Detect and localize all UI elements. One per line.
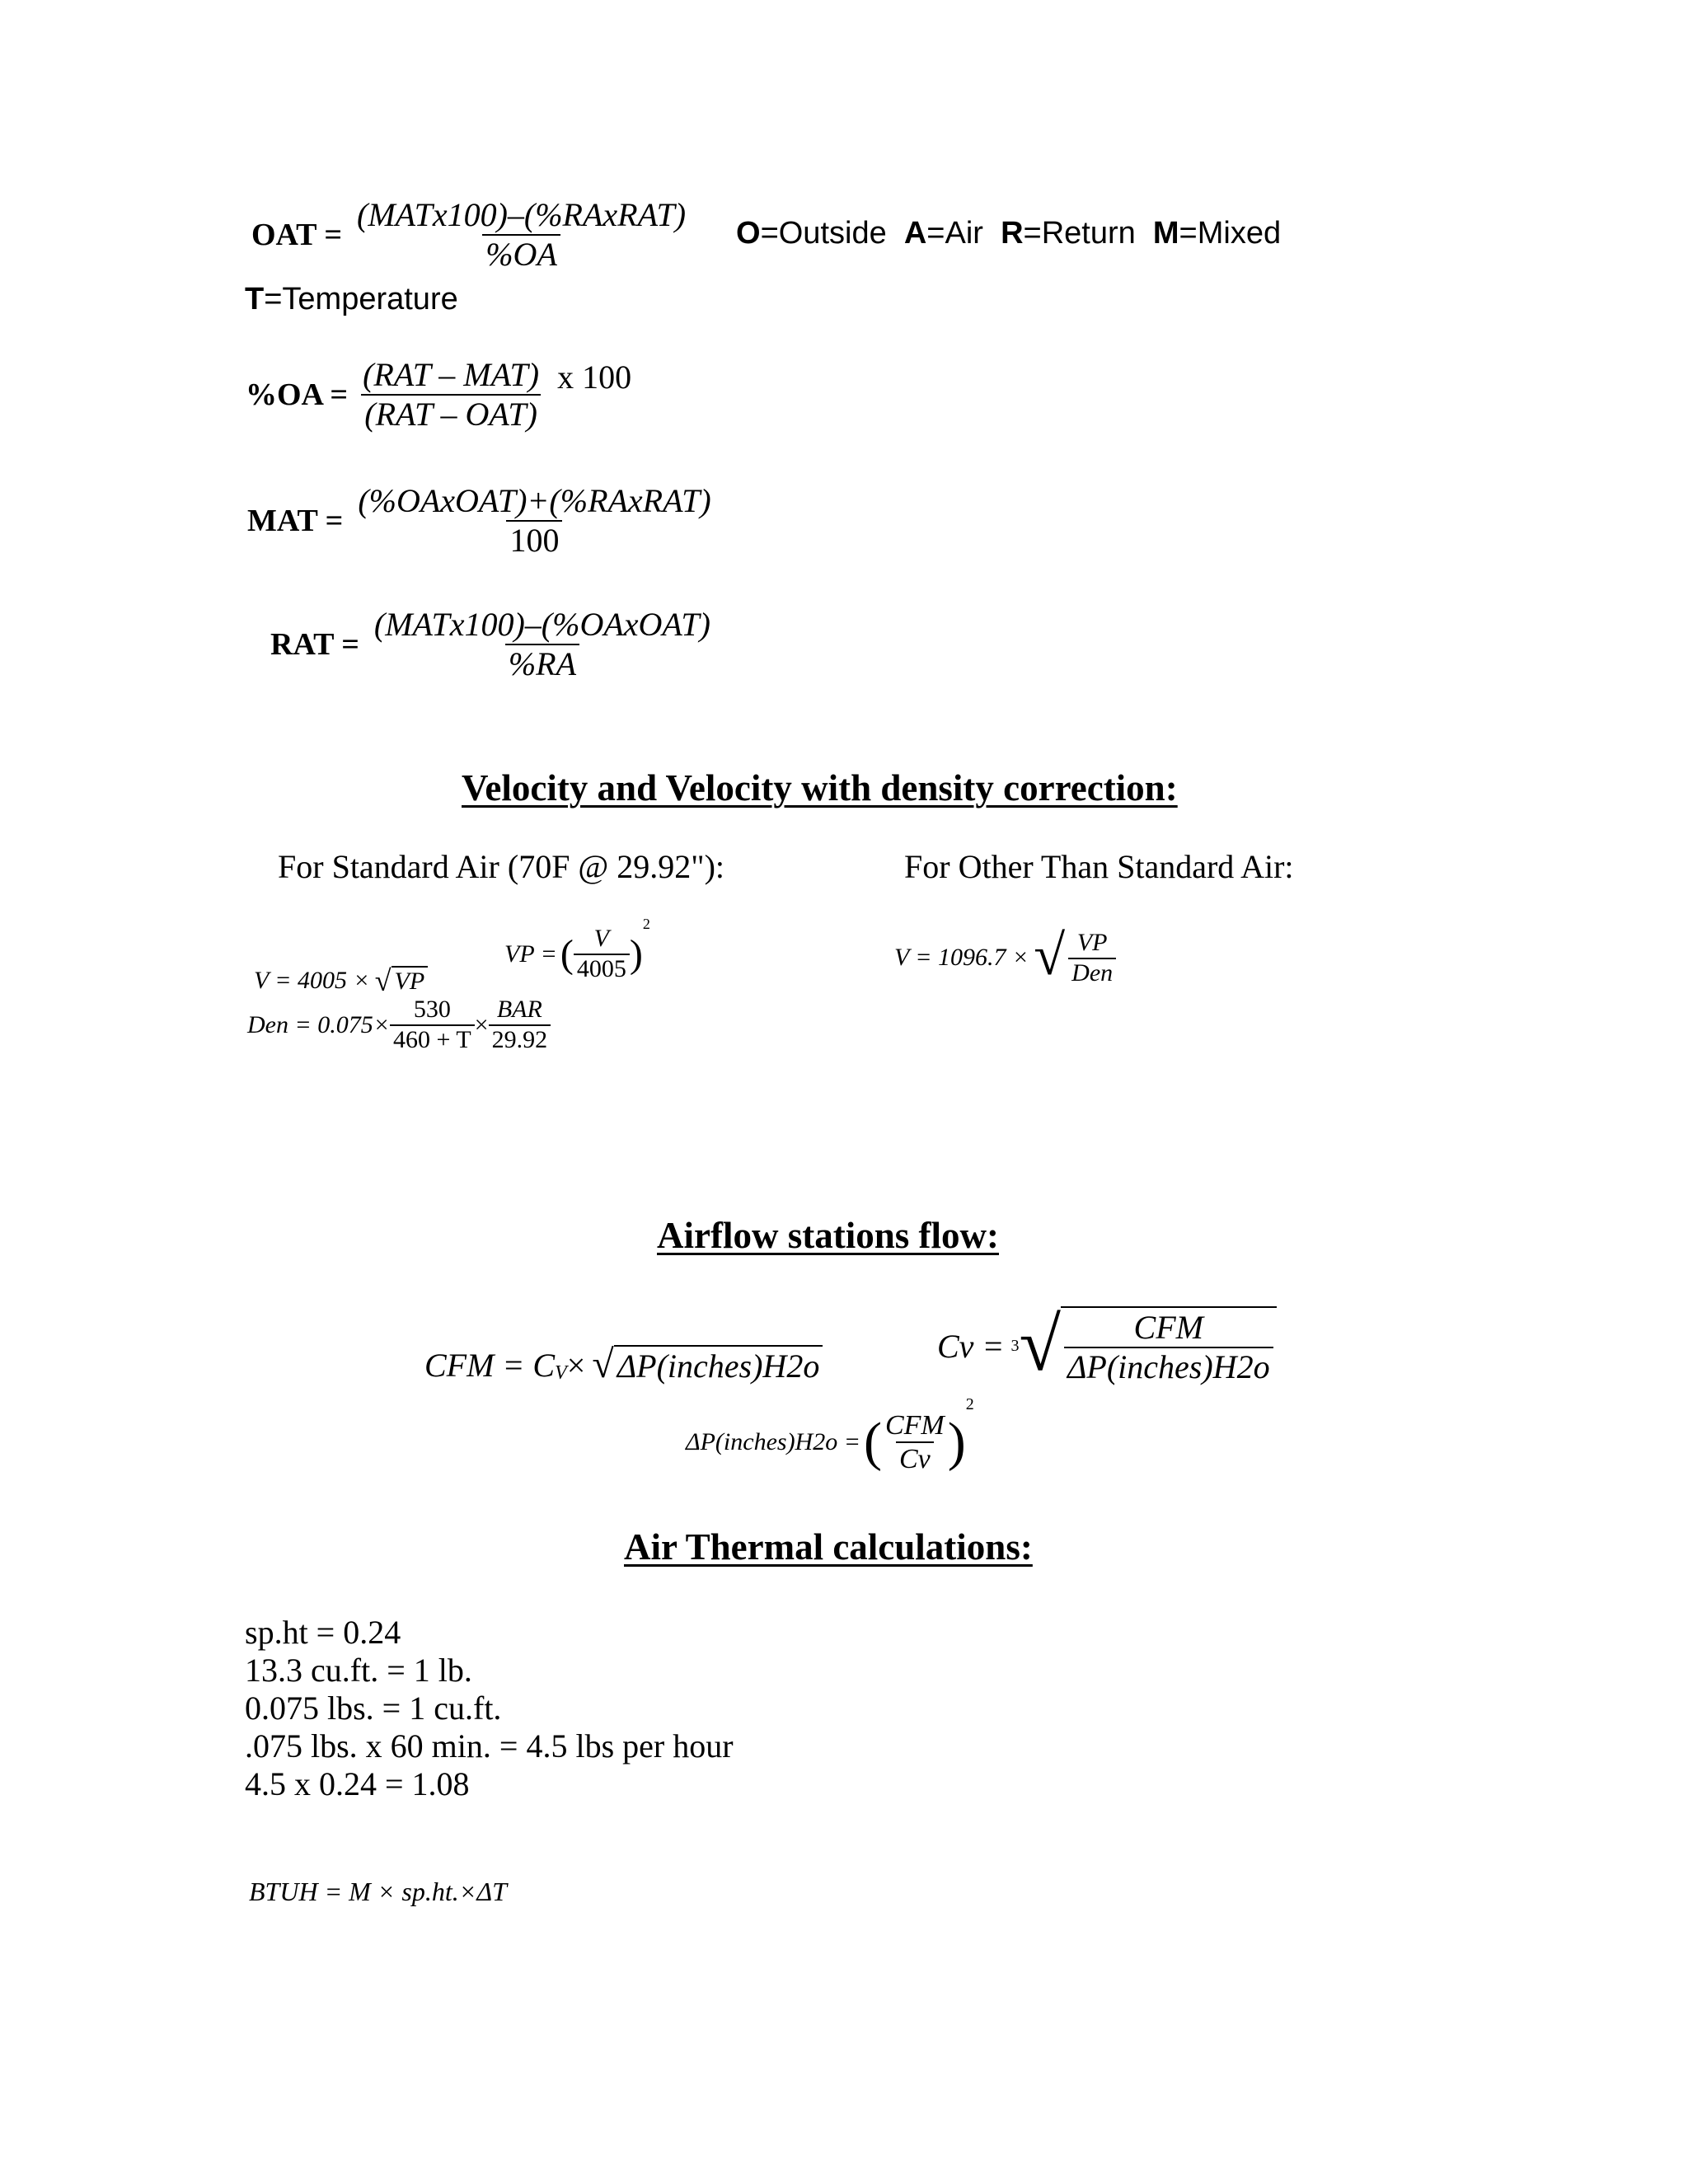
- vp-lhs: VP =: [504, 940, 557, 968]
- v-other-radicand: [1065, 927, 1119, 987]
- pct-oa-denominator: (RAT – OAT): [361, 394, 541, 434]
- v-standard-sqrt: [375, 966, 428, 996]
- cv-denominator: ΔP(inches)H2o: [1064, 1347, 1273, 1386]
- cv-lhs: Cv =: [937, 1328, 1005, 1365]
- oat-fraction: [354, 196, 689, 274]
- mat-fraction: [354, 482, 714, 560]
- cv-fraction: [1064, 1309, 1273, 1386]
- legend-o-text: =Outside: [760, 216, 887, 251]
- vp-open-paren: (: [560, 931, 574, 976]
- pct-oa-multiplier: x 100: [557, 358, 632, 396]
- cv-radicand: [1061, 1306, 1277, 1386]
- cfm-subscript: V: [555, 1362, 567, 1384]
- legend-t-text: =Temperature: [264, 282, 458, 316]
- v-other-sqrt: [1034, 924, 1119, 987]
- pct-oa-formula: [246, 356, 631, 434]
- density-formula: [247, 996, 551, 1054]
- vp-fraction: [574, 925, 630, 983]
- standard-air-label: For Standard Air (70F @ 29.92"):: [278, 848, 725, 885]
- cube-root-symbol: √: [1019, 1302, 1061, 1386]
- cfm-times: ×: [566, 1347, 586, 1384]
- cv-numerator: CFM: [1133, 1309, 1203, 1346]
- mat-label: MAT =: [247, 504, 344, 538]
- cv-root-index: 3: [1010, 1337, 1020, 1355]
- density-times: ×: [474, 1010, 489, 1038]
- vp-numerator: V: [593, 925, 609, 952]
- mat-numerator: (%OAxOAT)+(%RAxRAT): [358, 482, 711, 519]
- dp-fraction: [882, 1409, 948, 1475]
- dp-lhs: ΔP(inches)H2o =: [686, 1428, 860, 1456]
- sqrt-symbol: √: [374, 964, 392, 997]
- cv-formula: [937, 1302, 1277, 1386]
- mat-denominator: 100: [506, 520, 562, 560]
- rat-fraction: [371, 606, 714, 683]
- velocity-heading: Velocity and Velocity with density correction:: [462, 767, 1178, 808]
- density-num-1: 530: [413, 996, 451, 1023]
- cv-root: [1019, 1302, 1276, 1386]
- legend-t-letter: T: [245, 282, 265, 316]
- v-other-formula: [894, 924, 1119, 987]
- legend-o-letter: O: [736, 216, 761, 251]
- v-standard-lhs: V = 4005 ×: [254, 967, 370, 994]
- thermal-line: 4.5 x 0.24 = 1.08: [245, 1765, 470, 1802]
- vp-exponent: 2: [642, 916, 650, 932]
- v-other-denominator: Den: [1068, 958, 1116, 988]
- cfm-radicand: ΔP(inches)H2o: [614, 1345, 823, 1385]
- legend-a-letter: A: [903, 216, 927, 251]
- vp-close-paren: ): [629, 931, 643, 976]
- rat-formula: [270, 606, 714, 683]
- mat-formula: [247, 482, 715, 560]
- vp-formula: [504, 916, 650, 983]
- oat-label: OAT =: [251, 218, 342, 252]
- oat-numerator: (MATx100)–(%RAxRAT): [357, 196, 687, 233]
- airflow-heading: Airflow stations flow:: [657, 1215, 999, 1256]
- v-standard-formula: [254, 966, 428, 996]
- rat-numerator: (MATx100)–(%OAxOAT): [373, 606, 710, 643]
- density-den-2: 29.92: [489, 1024, 551, 1055]
- density-fraction-2: [489, 996, 551, 1054]
- legend-r-letter: R: [1001, 216, 1024, 251]
- thermal-line: 0.075 lbs. = 1 cu.ft.: [245, 1690, 502, 1727]
- rat-label: RAT =: [270, 627, 359, 662]
- legend-a-text: =Air: [926, 216, 983, 251]
- density-fraction-1: [390, 996, 475, 1054]
- density-den-1: 460 + T: [390, 1024, 475, 1055]
- rat-denominator: %RA: [505, 644, 579, 683]
- cfm-lhs: CFM = C: [424, 1347, 556, 1384]
- density-lhs: Den = 0.075×: [247, 1010, 390, 1038]
- btuh-formula: BTUH = M × sp.ht.×ΔT: [249, 1877, 507, 1906]
- v-other-numerator: VP: [1076, 929, 1108, 956]
- cfm-sqrt: [592, 1345, 823, 1385]
- variable-legend: [736, 216, 1281, 251]
- pct-oa-fraction: [359, 356, 542, 434]
- other-air-label: For Other Than Standard Air:: [904, 848, 1294, 885]
- oat-denominator: %OA: [482, 234, 560, 274]
- dp-open-paren: (: [863, 1412, 882, 1473]
- oat-formula: [251, 196, 689, 274]
- thermal-line: 13.3 cu.ft. = 1 lb.: [245, 1652, 472, 1689]
- dp-formula: [686, 1394, 974, 1475]
- legend-m-text: =Mixed: [1179, 216, 1282, 251]
- sqrt-symbol: √: [592, 1343, 614, 1386]
- legend-m-letter: M: [1152, 216, 1179, 251]
- legend-temperature: [245, 282, 458, 317]
- v-standard-radicand: VP: [392, 966, 429, 996]
- dp-denominator: Cv: [896, 1441, 934, 1475]
- v-other-lhs: V = 1096.7 ×: [894, 943, 1029, 971]
- thermal-heading: Air Thermal calculations:: [624, 1526, 1033, 1568]
- legend-r-text: =Return: [1023, 216, 1136, 251]
- pct-oa-label: %OA =: [246, 377, 349, 412]
- dp-numerator: CFM: [884, 1410, 945, 1441]
- vp-denominator: 4005: [574, 954, 630, 984]
- dp-exponent: 2: [965, 1394, 974, 1413]
- dp-close-paren: ): [947, 1412, 966, 1473]
- thermal-line: sp.ht = 0.24: [245, 1614, 401, 1651]
- density-num-2: BAR: [496, 996, 542, 1023]
- pct-oa-numerator: (RAT – MAT): [363, 356, 540, 393]
- thermal-line: .075 lbs. x 60 min. = 4.5 lbs per hour: [245, 1727, 734, 1765]
- thermal-lines: [245, 1614, 734, 1803]
- cfm-formula: [424, 1345, 823, 1385]
- v-other-fraction: [1068, 929, 1116, 987]
- sqrt-symbol: √: [1034, 924, 1066, 987]
